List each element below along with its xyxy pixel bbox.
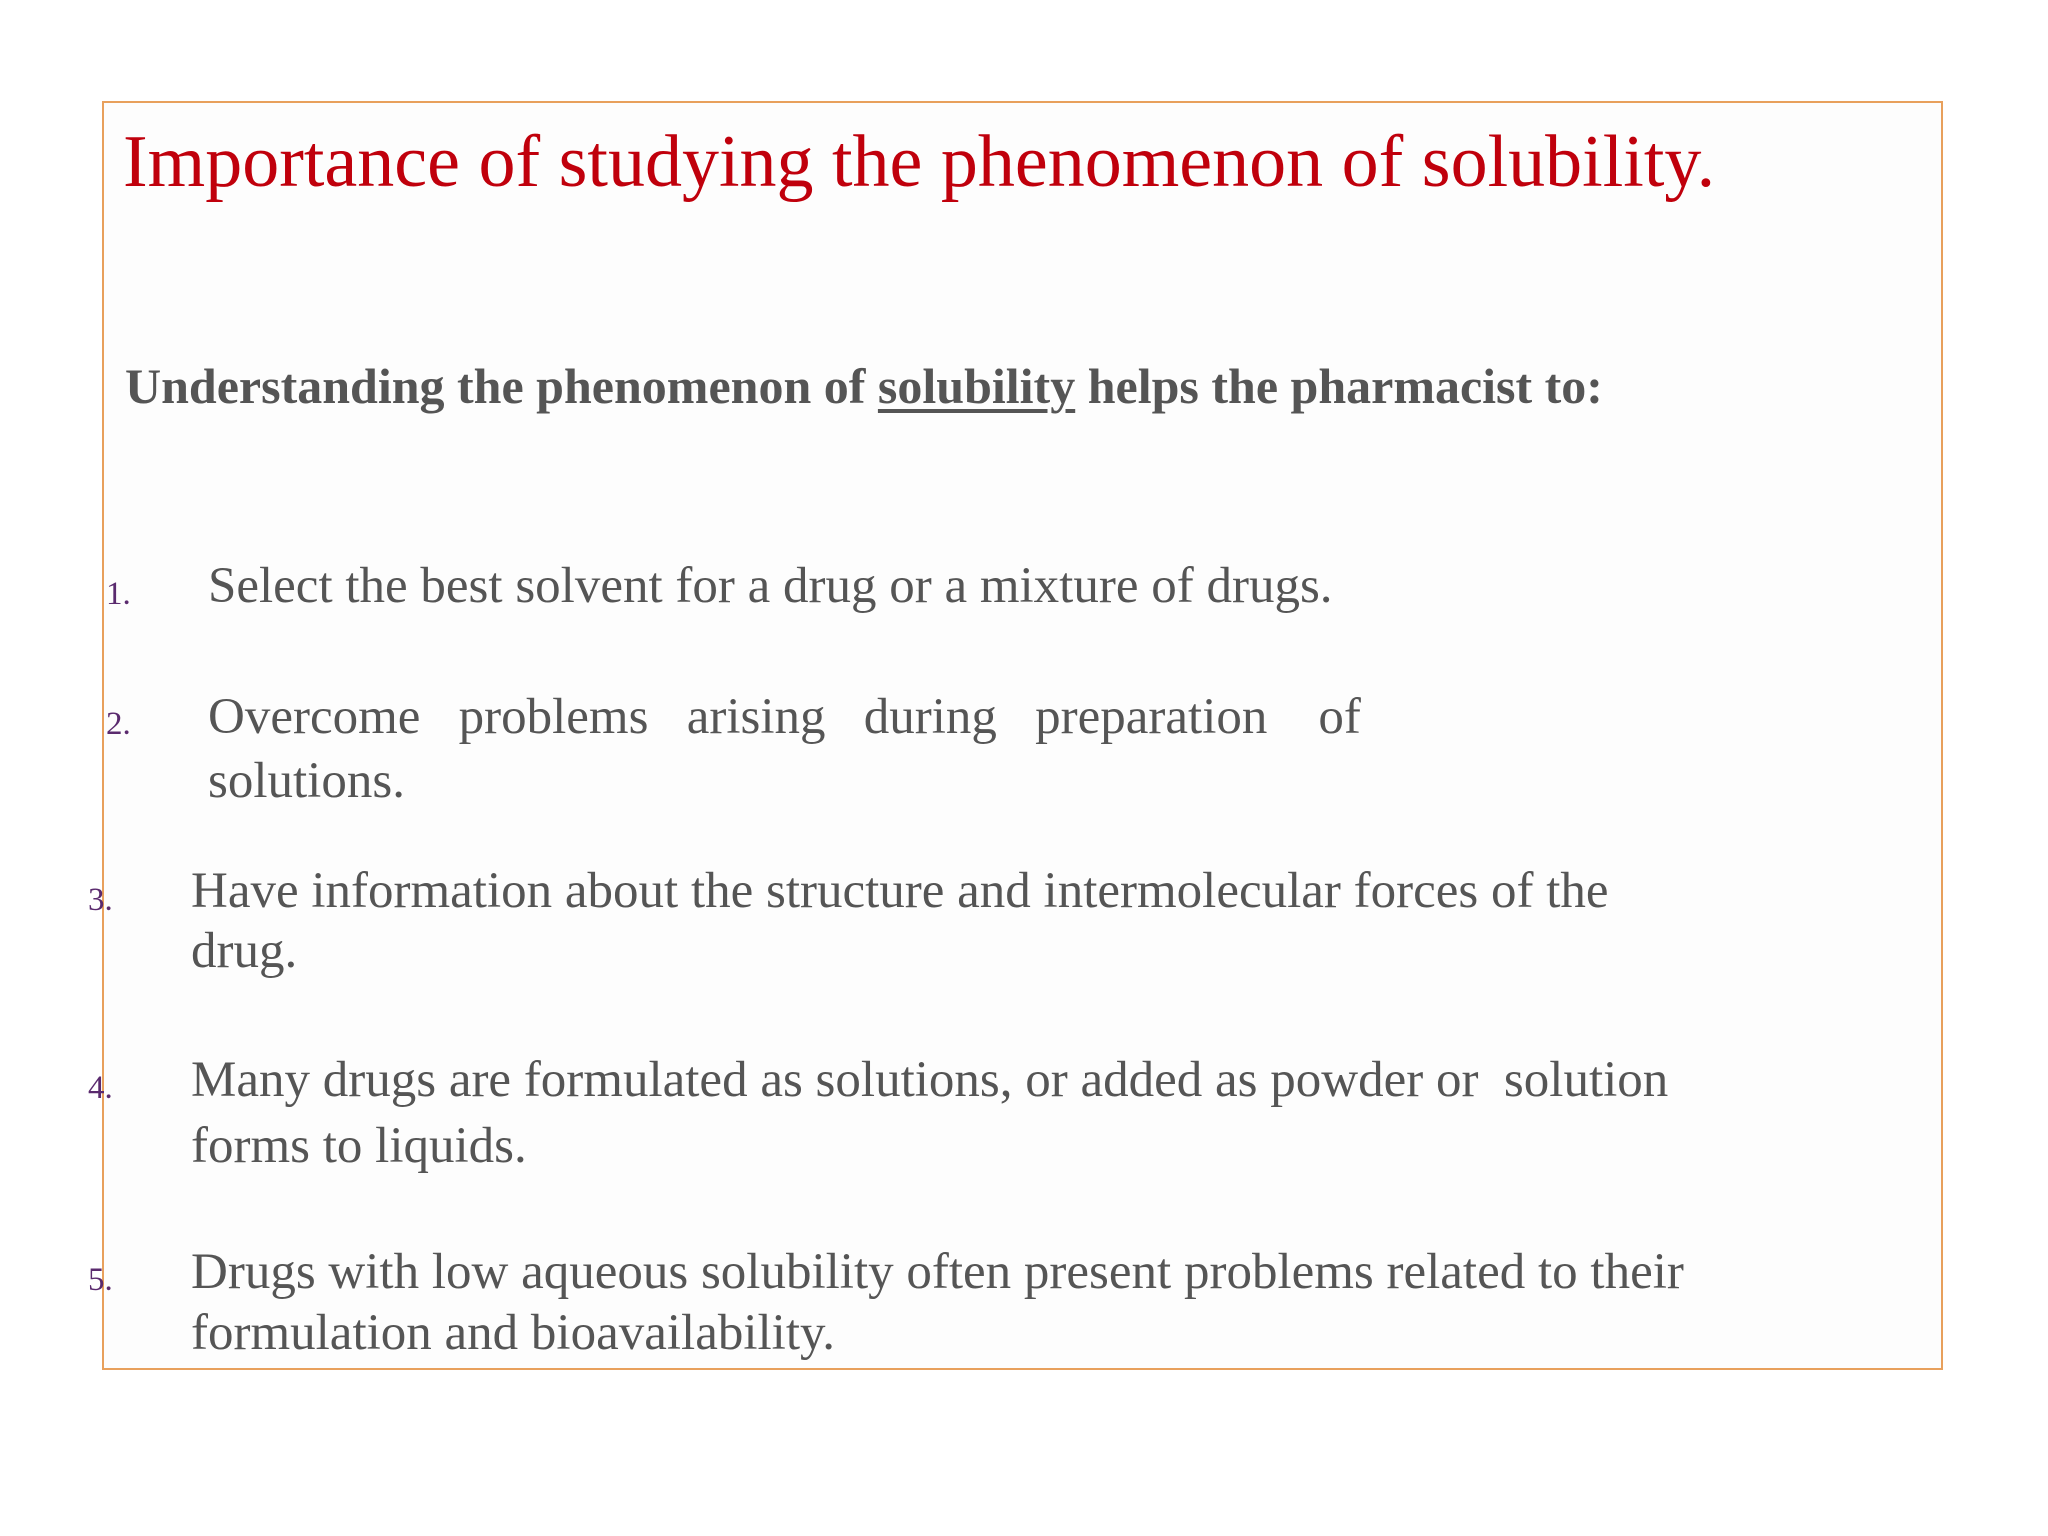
list-item-text-line1: Drugs with low aqueous solubility often present problems related to their <box>191 1244 1684 1300</box>
list-item-text-line2: solutions. <box>208 753 405 809</box>
list-item-text-line2: drug. <box>191 923 298 979</box>
list-item-number: 2. <box>106 706 131 742</box>
list-item-number: 5. <box>88 1262 113 1298</box>
subtitle-underlined-word: solubility <box>877 358 1076 414</box>
subtitle-text-after: helps the pharmacist to: <box>1075 358 1603 414</box>
list-item-text-line1: Have information about the structure and intermolecular forces of the <box>191 863 1609 919</box>
list-item-text-line2: formulation and bioavailability. <box>191 1305 835 1361</box>
list-item-text-line1: Overcome problems arising during preparation of <box>208 689 1361 745</box>
list-item-number: 3. <box>88 882 113 918</box>
slide-title: Importance of studying the phenomenon of solubility. <box>123 121 1716 203</box>
list-item-text: Select the best solvent for a drug or a mixture of drugs. <box>208 558 1333 614</box>
list-item-text-line1: Many drugs are formulated as solutions, or added as powder or solution <box>191 1052 1669 1108</box>
list-item-number: 1. <box>106 576 131 612</box>
slide-subtitle <box>125 356 1603 416</box>
list-item-text-line2: forms to liquids. <box>191 1118 527 1174</box>
list-item-number: 4. <box>88 1070 113 1106</box>
subtitle-text-before: Understanding the phenomenon of <box>125 358 878 414</box>
